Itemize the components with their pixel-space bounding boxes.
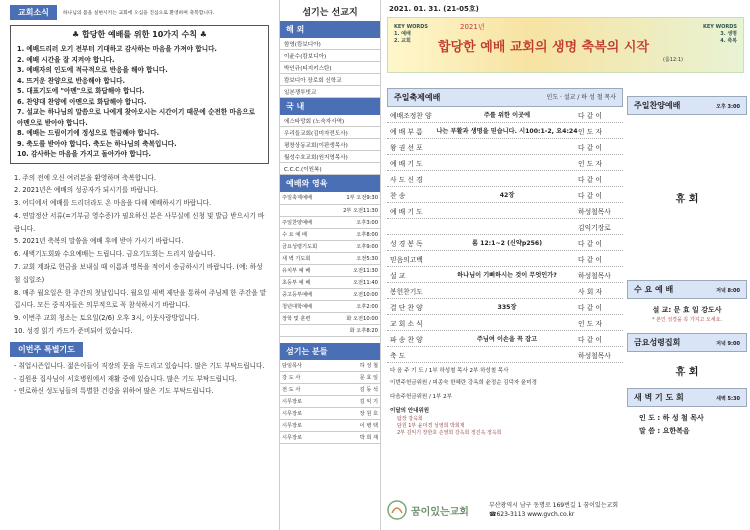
banner-title: 합당한 예배 교회의 생명 축복의 시작 <box>438 40 649 55</box>
servers-table <box>280 360 380 445</box>
order-role: 인 도 자 <box>578 159 603 168</box>
serve-row <box>280 372 380 384</box>
worship-cell: 초등부 예 배 <box>280 276 330 288</box>
order-name: 예 배 기 도 <box>390 159 423 168</box>
prayer-tag: 이번주 특별기도 <box>10 342 83 357</box>
order-role: 하성철목사 <box>578 351 611 360</box>
worship-row <box>280 288 380 300</box>
issue-date: 2021. 01. 31. (21-05호) <box>389 5 479 13</box>
order-name: 찬 송 <box>390 191 406 200</box>
wednesday-note: * 본인 성경을 꼭 가지고 오세요. <box>652 317 722 323</box>
worship-cell: 오후9:00 <box>330 240 380 252</box>
abroad-item: 캄보디아 장로회 신학교 <box>280 74 380 86</box>
church-name: 꿈이있는교회 <box>411 506 469 518</box>
church-logo-icon <box>387 500 407 520</box>
serve-row <box>280 384 380 396</box>
order-role: 인 도 자 <box>578 319 603 328</box>
notice-item: 2. 2021년은 예배의 성공자가 되시기를 바랍니다. <box>14 186 158 195</box>
keywords-left <box>394 24 428 44</box>
service-order-row <box>387 251 623 267</box>
domestic-header: 국 내 <box>280 98 380 115</box>
main-service-section <box>387 88 623 436</box>
service-order-row <box>387 299 623 315</box>
left-column <box>0 0 279 530</box>
worship-row <box>280 204 380 216</box>
domestic-item: 우리들교회(김미자전도사) <box>280 127 380 139</box>
rules-title: ♣ 합당한 예배를 위한 10가지 수칙 ♣ <box>72 30 207 39</box>
rule-item: 4. 뜨거운 찬양으로 반응해야 합니다. <box>17 76 125 85</box>
serve-cell: 전 도 사 <box>280 384 332 396</box>
worship-cell: 2부 오전11:30 <box>330 204 380 216</box>
worship-cell: 화 오전10:00 <box>330 312 380 324</box>
service-order-row <box>387 107 623 123</box>
wednesday-leader: 설 교: 문 효 일 강도사 <box>652 306 722 314</box>
worship-times-header: 예배와 영육 <box>280 175 380 192</box>
worship-row <box>280 324 380 336</box>
rule-item: 2. 예배 시간을 잘 지켜야 합니다. <box>17 55 115 64</box>
serve-cell: 시무장로 <box>280 396 332 408</box>
domestic-list <box>280 115 380 175</box>
address: 부산광역시 남구 동명로 169번길 1 꿈이있는교회 <box>488 502 619 509</box>
abroad-item: 함영(캄보디아) <box>280 38 380 50</box>
kw-right-title: KEY WORDS <box>702 24 737 30</box>
worship-row <box>280 300 380 312</box>
other-services <box>627 96 747 436</box>
order-role: 다 같 이 <box>578 335 603 344</box>
service-order-row <box>387 171 623 187</box>
abroad-list <box>280 38 380 98</box>
guide-item: 탐장 강옥희 <box>397 416 423 422</box>
order-name: 믿음의고백 <box>390 255 423 264</box>
praise-service-body: 휴 회 <box>675 194 699 205</box>
rule-item: 1. 예배드리러 오기 전부터 기대하고 감사하는 마음을 가져야 합니다. <box>17 45 217 53</box>
worship-cell: 오후3:00 <box>330 216 380 228</box>
wednesday-header <box>627 280 747 299</box>
service-order <box>387 107 623 363</box>
kw-left-2: 2. 교회 <box>394 38 411 44</box>
rule-item: 10. 감사하는 마음을 가지고 돌아가야 합니다. <box>17 150 151 158</box>
prayer-item: - 김원용 집사님이 서호병원에서 재활 중에 있습니다. 많은 기도 부탁드립니다. <box>14 374 237 383</box>
abroad-item: 박인규(티지키스탄) <box>280 62 380 74</box>
worship-cell: 오전10:00 <box>330 288 380 300</box>
notice-item: 1. 주의 전에 오신 여러분을 환영하며 축복합니다. <box>14 173 156 182</box>
order-role: 다 같 이 <box>578 175 603 184</box>
worship-row <box>280 252 380 264</box>
rule-item: 7. 설교는 하나님의 말씀으로 나에게 찾아오시는 시간이기 때문에 순전한 마음으로 아멘으로 받아야 합니다. <box>17 108 255 127</box>
worship-cell: 유치부 예 배 <box>280 264 330 276</box>
worship-row <box>280 276 380 288</box>
domestic-item: 에스타망회 (노숙자사역) <box>280 115 380 127</box>
kw-right-2: 4. 축복 <box>720 38 737 44</box>
worship-cell: 화 오후8:20 <box>330 324 380 336</box>
worship-cell: 1부 오전9:30 <box>330 192 380 204</box>
welcome-text: 하나님의 몸을 실현시키는 교회에 오심을 진심으로 환영하며 축복합니다. <box>62 11 215 16</box>
worship-rules-box <box>10 25 269 164</box>
service-order-row <box>387 219 623 235</box>
notice-item: 5. 2021년 축복의 말씀을 예배 후에 받아 가시기 바랍니다. <box>14 237 184 246</box>
order-content: 42장 <box>499 192 515 199</box>
notices-list <box>14 172 267 338</box>
worship-cell: 오전11:30 <box>330 264 380 276</box>
main-service-header <box>387 88 623 107</box>
banner-year: 2021년 <box>460 23 485 31</box>
praise-service-time: 오후 3:00 <box>716 104 740 110</box>
notice-item: 9. 이번주 교회 청소는 토요일(2/6) 오후 3시, 이웃사랑방입니다. <box>14 314 200 323</box>
order-content: 하나님이 기뻐하시는 것이 무엇인가? <box>457 272 557 279</box>
kw-left-1: 1. 예배 <box>394 31 411 37</box>
abroad-item: 일본쟁투빗교 <box>280 86 380 98</box>
worship-cell: 오후2:00 <box>330 300 380 312</box>
worship-cell: 오후8:00 <box>330 228 380 240</box>
order-name: 왕 권 선 포 <box>390 143 423 152</box>
guide-item: 2부 김익기 장한호 손영희 강옥희 정진옥 정옥희 <box>397 430 502 436</box>
worship-row <box>280 240 380 252</box>
order-name: 교 회 소 식 <box>390 319 423 328</box>
notice-item: 6. 새벽기도회와 수요예배는 드립니다. 금요기도회는 드리지 않습니다. <box>14 250 216 259</box>
service-order-row <box>387 267 623 283</box>
wednesday-time: 저녁 8:00 <box>716 288 740 294</box>
order-name: 성 경 봉 독 <box>390 239 423 248</box>
worship-cell: 장학 및 훈련 <box>280 312 330 324</box>
service-order-row <box>387 203 623 219</box>
order-name: 봉헌찬기도 <box>390 287 423 296</box>
serve-cell: 김 익 기 <box>332 396 380 408</box>
notice-item: 10. 성경 읽기 카드가 준비되어 있습니다. <box>14 327 133 336</box>
servers-header: 섬기는 분들 <box>280 343 380 360</box>
serve-cell: 시무장로 <box>280 432 332 444</box>
phone-website: ☎623-3113 www.gvch.co.kr <box>488 511 575 518</box>
domestic-item: C.C.C.(이원복) <box>280 163 380 175</box>
service-order-row <box>387 123 623 139</box>
order-role: 다 같 이 <box>578 303 603 312</box>
order-role: 인 도 자 <box>578 127 603 136</box>
order-name: 예 배 부 름 <box>390 127 423 136</box>
kw-right-1: 3. 생명 <box>720 31 737 37</box>
serve-row <box>280 432 380 444</box>
footer <box>387 494 747 526</box>
worship-row <box>280 312 380 324</box>
guide-item: 담원 1부 윤미경 성영희 박희재 <box>397 423 465 429</box>
serve-cell: 박 희 재 <box>332 432 380 444</box>
serve-cell: 담임목사 <box>280 360 332 372</box>
order-role: 하성철목사 <box>578 271 611 280</box>
rules-list <box>17 44 262 160</box>
service-order-row <box>387 155 623 171</box>
dawn-time: 새벽 5:30 <box>716 396 740 402</box>
worship-cell <box>280 204 330 216</box>
order-name: 결 단 찬 양 <box>390 303 423 312</box>
right-column <box>381 0 750 530</box>
order-name: 예배조정찬 양 <box>390 111 432 120</box>
abroad-item: 이윤수(캄보디아) <box>280 50 380 62</box>
order-role: 김익기장로 <box>578 223 611 232</box>
service-order-row <box>387 347 623 363</box>
prayer-item: - 취업시즌입니다. 젊은이들이 직장의 문을 두드리고 있습니다. 많은 기도 부탁드립니다. <box>14 361 265 370</box>
main-service-leader: 인도 · 설교 / 하 성 철 목사 <box>546 94 616 101</box>
worship-times-table <box>280 192 380 337</box>
notice-item: 8. 매주 월요일은 한 주간의 첫날입니다. 월요일 새벽 제단을 통하여 주님께 한 주간을 맡깁시다. 모든 중직자들은 의무적으로 꼭 참석하시기 바랍니다. <box>14 288 267 310</box>
prayer-item: - 연로하신 성도님들의 특별한 건강을 위하여 많은 기도 부탁드립니다. <box>14 387 214 396</box>
serve-row <box>280 408 380 420</box>
footer-contact <box>489 501 618 519</box>
worship-cell: 금요성령기도회 <box>280 240 330 252</box>
worship-cell: 주일축제예배 <box>280 192 330 204</box>
offering-this-week: 이번주헌금위원 / 피종숙 한혜란 강옥희 윤정순 김덕자 윤미경 <box>390 380 537 386</box>
worship-row <box>280 264 380 276</box>
dawn-header <box>627 388 747 407</box>
mission-title: 섬기는 선교지 <box>302 8 358 18</box>
rule-item: 3. 예배자의 인도에 적극적으로 반응을 해야 합니다. <box>17 66 168 74</box>
order-content: 주를 위한 이곳에 <box>483 112 531 119</box>
prayers-list <box>14 360 267 398</box>
guide-title: 이달의 안내위원 <box>390 408 430 414</box>
worship-row <box>280 192 380 204</box>
worship-cell: 오전11:40 <box>330 276 380 288</box>
order-role: 다 같 이 <box>578 255 603 264</box>
rule-item: 8. 예배는 드림이기에 정성으로 헌금해야 합니다. <box>17 129 160 137</box>
worship-cell: 주일찬양예배 <box>280 216 330 228</box>
friday-header <box>627 333 747 352</box>
service-order-row <box>387 235 623 251</box>
order-name: 사 도 신 경 <box>390 175 423 184</box>
worship-cell <box>280 324 330 336</box>
serve-row <box>280 396 380 408</box>
order-name: 파 송 찬 양 <box>390 335 423 344</box>
rule-item: 5. 대표기도에 "아멘"으로 화답해야 합니다. <box>17 87 145 95</box>
order-content: 롬 12:1~2 (신약p256) <box>471 240 543 247</box>
friday-title: 금요성령집회 <box>634 338 681 347</box>
serve-cell: 김 동 석 <box>332 384 380 396</box>
order-role: 다 같 이 <box>578 143 603 152</box>
friday-body: 휴 회 <box>675 366 699 378</box>
serve-cell: 시무장로 <box>280 408 332 420</box>
serve-cell: 이 병 택 <box>332 420 380 432</box>
domestic-item: 평창상동교회(이판생목사) <box>280 139 380 151</box>
order-role: 다 같 이 <box>578 191 603 200</box>
banner-reference: (롬12:1) <box>663 57 683 63</box>
notice-item: 3. 어디에서 예배를 드리더라도 온 마음을 다해 예배하시기 바랍니다. <box>14 199 212 208</box>
serve-cell: 강 도 사 <box>280 372 332 384</box>
serve-cell: 하 성 철 <box>332 360 380 372</box>
notice-item: 4. 연말정산 서류(=기부금 영수증)가 필요하신 분은 사무실에 신청 및 발급 받으시기 바랍니다. <box>14 211 265 233</box>
praise-service-header <box>627 96 747 115</box>
notice-item: 7. 교회 계좌로 헌금을 보내실 때 이름과 명목을 적어서 송금하시기 바랍니다. (예: 하성철 십일조) <box>14 263 263 284</box>
dawn-word: 말 씀 : 요한복음 <box>639 427 690 435</box>
order-role: 다 같 이 <box>578 239 603 248</box>
next-week-prayer: 다 음 주 기 도 / 1부 하성철 목사 2부 하성철 목사 <box>390 368 509 374</box>
friday-time: 저녁 9:00 <box>716 341 740 347</box>
main-service-title: 주일축제예배 <box>394 93 441 102</box>
guide-list <box>387 414 623 436</box>
order-content: 나는 부활과 생명을 믿습니다. 시100:1-2, 요4:24 <box>436 128 578 135</box>
theme-banner <box>387 17 744 73</box>
service-order-row <box>387 331 623 347</box>
dawn-leader: 인 도 : 하 성 철 목사 <box>639 414 704 422</box>
serve-cell: 장 원 호 <box>332 408 380 420</box>
service-order-row <box>387 283 623 299</box>
worship-cell: 수 요 예 배 <box>280 228 330 240</box>
church-news-tag: 교회소식 <box>10 5 57 20</box>
worship-row <box>280 216 380 228</box>
order-content: 335장 <box>497 304 517 311</box>
order-role: 사 회 자 <box>578 287 603 296</box>
keywords-right <box>703 24 737 44</box>
serve-cell: 시무장로 <box>280 420 332 432</box>
rule-item: 9. 축도를 받아야 합니다. 축도는 하나님의 축복입니다. <box>17 139 177 148</box>
rule-item: 6. 찬양대 찬양에 아멘으로 화답해야 합니다. <box>17 97 147 106</box>
church-logo <box>387 500 469 520</box>
worship-cell: 청년대학예배 <box>280 300 330 312</box>
worship-cell: 오전5:30 <box>330 252 380 264</box>
order-name: 설 교 <box>390 271 406 280</box>
wednesday-title: 수 요 예 배 <box>634 285 674 294</box>
order-name: 축 도 <box>390 351 406 360</box>
service-order-row <box>387 315 623 331</box>
order-name: 예 배 기 도 <box>390 207 423 216</box>
kw-left-title: KEY WORDS <box>394 24 429 30</box>
worship-cell: 새 벽 기도회 <box>280 252 330 264</box>
order-content: 주님여 이손을 꼭 잡고 <box>476 336 538 343</box>
serve-row <box>280 420 380 432</box>
offering-next-week: 다음주헌금위원 / 1부 2부 <box>390 394 452 400</box>
serve-cell: 문 효 일 <box>332 372 380 384</box>
service-order-row <box>387 139 623 155</box>
domestic-item: 월성수호교회(원지영목사) <box>280 151 380 163</box>
praise-service-title: 주일찬양예배 <box>634 101 681 110</box>
dawn-title: 새 벽 기 도 회 <box>634 393 684 402</box>
abroad-header: 해 외 <box>280 21 380 38</box>
service-order-row <box>387 187 623 203</box>
order-role: 다 같 이 <box>578 111 603 120</box>
serve-row <box>280 360 380 372</box>
worship-row <box>280 228 380 240</box>
order-role: 하성철목사 <box>578 207 611 216</box>
worship-cell: 중고등부예배 <box>280 288 330 300</box>
middle-column <box>279 0 381 530</box>
